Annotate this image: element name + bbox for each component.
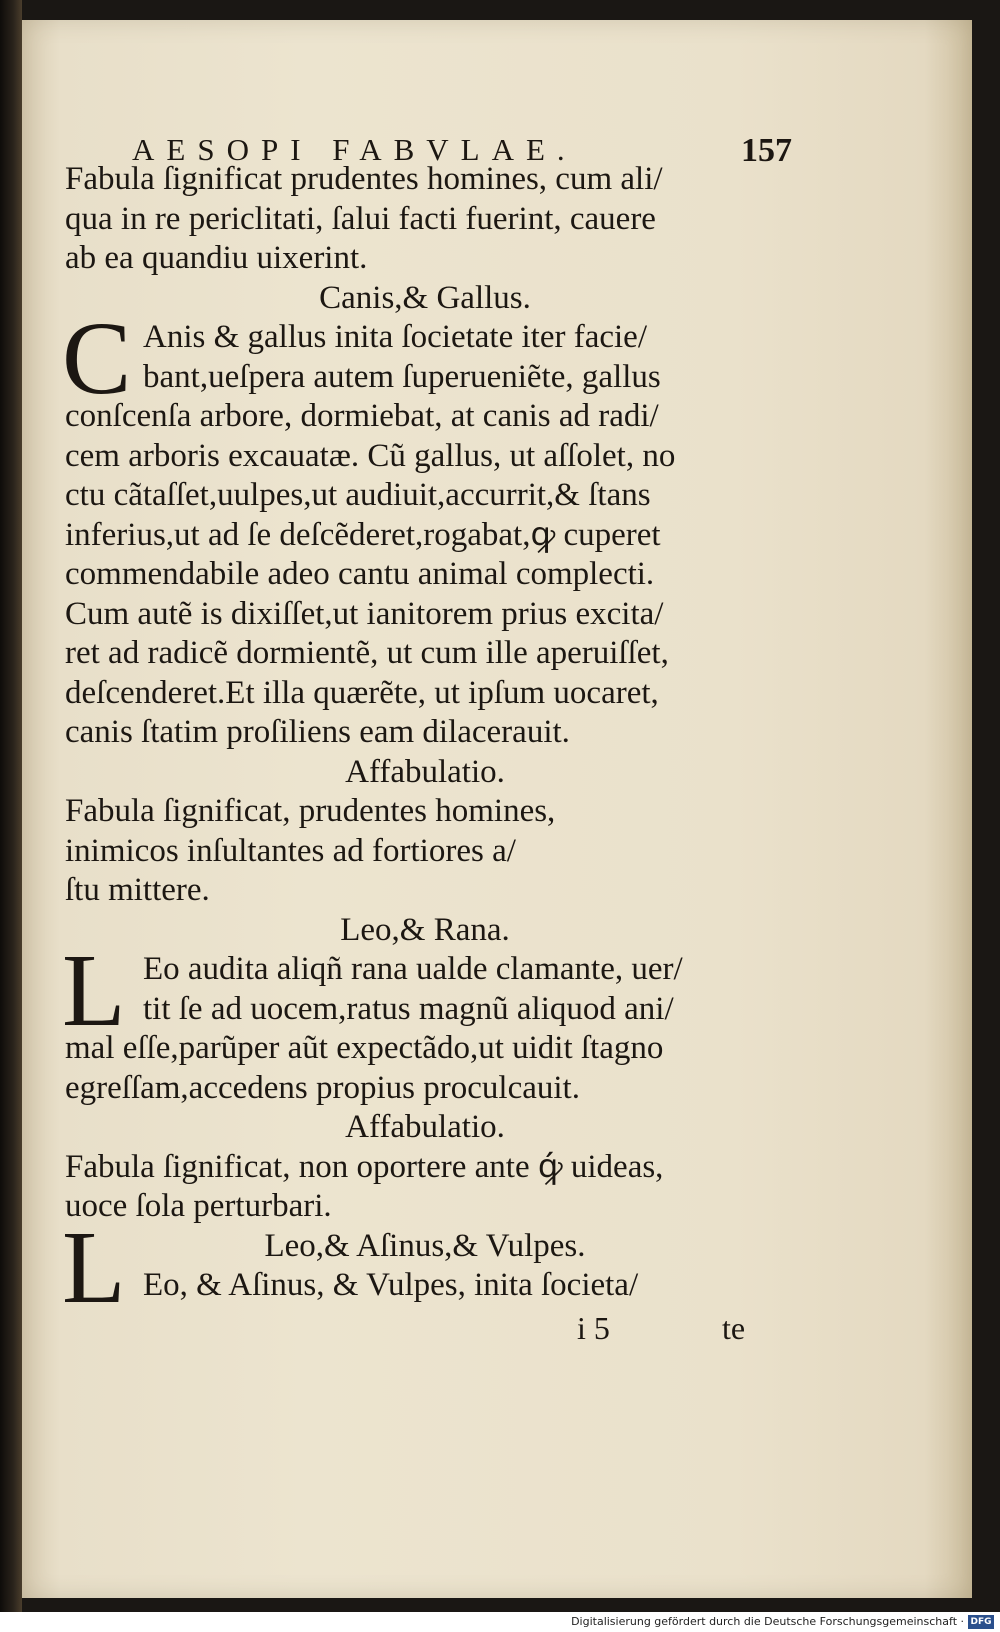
catchword: te xyxy=(722,1310,746,1346)
text-line: tit ſe ad uocem,ratus magnũ aliquod ani/ xyxy=(143,990,674,1027)
affabulatio-heading: Affabulatio. xyxy=(345,753,505,790)
text-line: Eo, & Aſinus, & Vulpes, inita ſocieta/ xyxy=(143,1267,639,1303)
text-line: Anis & gallus inita ſocietate iter facie/ xyxy=(143,319,647,355)
drop-capital: L xyxy=(62,1209,126,1325)
text-line: Eo audita aliqñ rana ualde clamante, uer/ xyxy=(143,951,683,987)
moral-paragraph xyxy=(65,1148,785,1227)
signature-mark: i 5 xyxy=(577,1310,610,1346)
text-line: conſcenſa arbore, dormiebat, at canis ad radi/ xyxy=(65,398,659,434)
text-line: deſcenderet.Et illa quærẽte, ut ipſum uocaret, xyxy=(65,674,659,711)
intro-paragraph xyxy=(65,160,785,279)
text-line: Cum autẽ is dixiſſet,ut ianitorem prius excita/ xyxy=(65,595,664,632)
fable-heading: Leo,& Rana. xyxy=(340,911,510,948)
affabulatio-heading: Affabulatio. xyxy=(345,1109,505,1145)
text-line: ret ad radicẽ dormientẽ, ut cum ille aperuiſſet, xyxy=(65,635,669,671)
text-line: Fabula ſignificat prudentes homines, cum ali/ xyxy=(65,161,663,197)
text-line: bant,ueſpera autem ſuperueniẽte, gallus xyxy=(143,358,661,395)
fable-paragraph xyxy=(62,933,785,1108)
text-line: inferius,ut ad ſe deſcẽderet,rogabat,ꝙ cuperet xyxy=(65,516,661,553)
text-line: mal eſſe,parũper aũt expectãdo,ut uidit ſtagno xyxy=(65,1030,664,1066)
moral-paragraph xyxy=(65,792,785,911)
dfg-logo-icon: DFG xyxy=(968,1615,994,1629)
text-line: ab ea quandiu uixerint. xyxy=(65,240,368,276)
text-line: canis ſtatim proſiliens eam dilacerauit. xyxy=(65,714,570,750)
text-line: cem arboris excauatæ. Cũ gallus, ut aſſolet, no xyxy=(65,437,676,474)
fable-heading: Leo,& Aſinus,& Vulpes. xyxy=(264,1227,586,1264)
book-page xyxy=(22,20,972,1598)
footer-bar xyxy=(0,1612,1000,1632)
page-number: 157 xyxy=(741,132,792,169)
fable-heading: Canis,& Gallus. xyxy=(319,279,531,316)
book-gutter xyxy=(0,0,22,1612)
text-line: ſtu mittere. xyxy=(65,872,210,908)
running-head-title: AESOPI FABVLAE. xyxy=(132,132,577,167)
text-line: qua in re periclitati, ſalui facti fuerint, cauere xyxy=(65,200,656,237)
text-line: uoce ſola perturbari. xyxy=(65,1188,332,1224)
text-line: egreſſam,accedens propius proculcauit. xyxy=(65,1069,580,1106)
drop-capital: L xyxy=(62,933,126,1048)
text-line: inimicos inſultantes ad fortiores a/ xyxy=(65,832,516,869)
fable-paragraph xyxy=(62,1209,785,1325)
text-line: Fabula ſignificat, prudentes homines, xyxy=(65,793,556,829)
text-line: ctu cãtaſſet,uulpes,ut audiuit,accurrit,& ſtans xyxy=(65,477,651,513)
text-line: Fabula ſignificat, non oportere ante ꝙ́ uideas, xyxy=(65,1148,664,1185)
footer-credit: Digitalisierung gefördert durch die Deutsche Forschungsgemeinschaft · xyxy=(571,1615,964,1628)
fable-paragraph xyxy=(62,301,785,753)
text-block xyxy=(62,160,785,1325)
drop-capital: C xyxy=(62,301,132,416)
text-line: commendabile adeo cantu animal complecti. xyxy=(65,556,655,592)
